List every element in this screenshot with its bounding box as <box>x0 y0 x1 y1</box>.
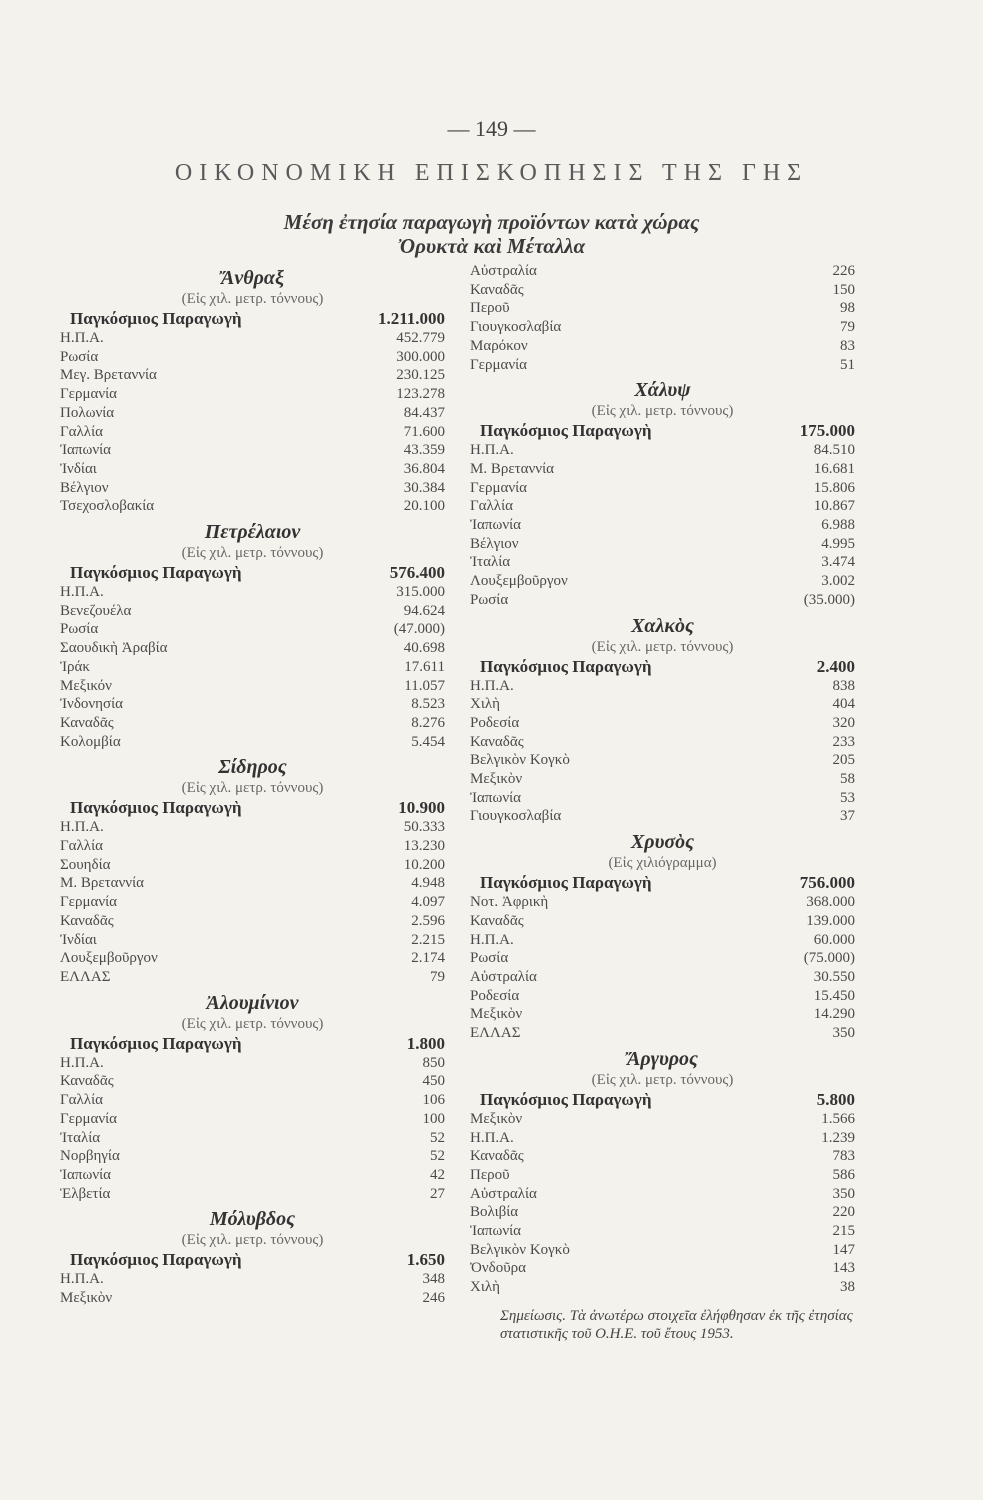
production-value: 38 <box>840 1279 855 1296</box>
country-row <box>470 337 855 356</box>
country-name: Ἰαπωνία <box>470 517 522 534</box>
country-row <box>470 968 855 987</box>
country-name: Η.Π.Α. <box>60 1054 104 1071</box>
country-row <box>470 262 855 281</box>
country-name: Καναδᾶς <box>60 1073 114 1090</box>
page-number: — 149 — <box>447 116 536 141</box>
left-column <box>60 262 445 1308</box>
country-row <box>60 874 445 893</box>
country-name: Η.Π.Α. <box>60 1271 104 1288</box>
country-name: Ροδεσία <box>470 987 520 1004</box>
world-production-row <box>60 1250 445 1270</box>
country-name: Ἰαπωνία <box>470 789 522 806</box>
country-name: Νορβηγία <box>60 1148 120 1165</box>
country-name: Ἰνδονησία <box>60 696 124 713</box>
country-name: Ἑλβετία <box>60 1185 111 1202</box>
production-value: 2.596 <box>411 912 445 929</box>
country-row <box>470 318 855 337</box>
country-name: Μεξικόν <box>60 677 112 694</box>
production-value: 16.681 <box>813 460 855 477</box>
country-row <box>470 460 855 479</box>
country-name: Γαλλία <box>470 498 513 515</box>
country-name: Η.Π.Α. <box>60 819 104 836</box>
production-value: 58 <box>840 771 855 788</box>
production-value: 13.230 <box>403 838 445 855</box>
country-row <box>60 497 445 516</box>
production-value: 84.437 <box>403 404 445 421</box>
country-row <box>470 733 855 752</box>
country-row <box>60 366 445 385</box>
country-row <box>60 856 445 875</box>
country-row <box>60 1054 445 1073</box>
country-row <box>60 479 445 498</box>
country-name: Ὀνδοῦρα <box>470 1260 526 1277</box>
production-value: 315.000 <box>396 584 445 601</box>
country-name: Καναδᾶς <box>470 912 524 929</box>
country-name: Βενεζουέλα <box>60 602 132 619</box>
production-value: 100 <box>422 1110 445 1127</box>
production-value: 783 <box>832 1148 855 1165</box>
country-name: Σουηδία <box>60 856 111 873</box>
country-row <box>470 677 855 696</box>
country-row <box>470 497 855 516</box>
unit-label: (Εἰς χιλιόγραμμα) <box>608 855 717 872</box>
country-name: Γιουγκοσλαβία <box>470 808 562 825</box>
production-value: 83 <box>840 337 855 354</box>
country-name: Μεγ. Βρεταννία <box>60 367 157 384</box>
country-row <box>60 677 445 696</box>
country-row <box>60 1072 445 1091</box>
country-row <box>60 460 445 479</box>
commodity-title: Μόλυβδος <box>209 1208 296 1231</box>
country-row <box>470 1203 855 1222</box>
production-value: 143 <box>832 1260 855 1277</box>
production-value: 850 <box>422 1054 445 1071</box>
country-name: Κολομβία <box>60 733 121 750</box>
production-value: 220 <box>832 1204 855 1221</box>
commodity-section <box>470 614 855 827</box>
country-name: Ἰνδίαι <box>60 931 97 948</box>
commodity-title: Χαλκὸς <box>631 614 694 637</box>
production-value: 71.600 <box>403 423 445 440</box>
world-production-label: Παγκόσμιος Παραγωγὴ <box>70 309 242 328</box>
world-production-label: Παγκόσμιος Παραγωγὴ <box>70 563 242 583</box>
world-production-row <box>60 798 445 818</box>
country-name: Βολιβία <box>470 1204 519 1221</box>
country-name: Μεξικὸν <box>470 771 523 788</box>
country-row <box>60 1110 445 1129</box>
production-value: 52 <box>430 1129 445 1146</box>
country-row <box>60 912 445 931</box>
production-value: 30.384 <box>403 479 445 496</box>
production-value: 106 <box>422 1092 445 1109</box>
country-row <box>470 281 855 300</box>
country-name: Ρωσία <box>470 950 509 967</box>
country-row <box>470 1278 855 1297</box>
country-name: Πολωνία <box>60 404 115 421</box>
world-production-label: Παγκόσμιος Παραγωγὴ <box>480 1089 652 1109</box>
world-production-row <box>470 421 855 441</box>
production-value: 98 <box>840 300 855 317</box>
world-production-label: Παγκόσμιος Παραγωγὴ <box>480 656 652 676</box>
unit-label: (Εἰς χιλ. μετρ. τόννους) <box>591 1071 734 1088</box>
production-value: 226 <box>832 263 855 279</box>
commodity-title: Ἀλουμίνιον <box>206 991 299 1014</box>
country-name: Ρωσία <box>60 621 99 638</box>
country-row <box>470 1166 855 1185</box>
unit-label: (Εἰς χιλ. μετρ. τόννους) <box>181 1015 324 1032</box>
right-column <box>470 262 855 1343</box>
production-value: 8.276 <box>411 714 445 731</box>
country-row <box>470 807 855 826</box>
world-production-row <box>470 1090 855 1110</box>
country-name: Μεξικὸν <box>470 1006 523 1023</box>
country-row <box>470 553 855 572</box>
country-row <box>60 602 445 621</box>
country-name: Βέλγιον <box>470 535 519 552</box>
production-value: (75.000) <box>803 950 855 967</box>
country-name: ΕΛΛΑΣ <box>470 1025 521 1042</box>
production-value: 452.779 <box>396 330 445 346</box>
production-value: 1.566 <box>821 1110 855 1127</box>
country-row <box>470 987 855 1006</box>
country-row <box>60 1091 445 1110</box>
production-value: 450 <box>422 1073 445 1090</box>
country-row <box>60 931 445 950</box>
production-value: 350 <box>832 1025 855 1042</box>
commodity-section <box>60 266 445 516</box>
country-name: Αὐστραλία <box>470 968 537 985</box>
country-name: Τσεχοσλοβακία <box>60 498 155 515</box>
country-name: Ἰράκ <box>60 658 90 675</box>
country-name: Γαλλία <box>60 838 103 855</box>
world-production-value: 576.400 <box>389 563 445 583</box>
country-row <box>470 535 855 554</box>
country-row <box>60 1185 445 1204</box>
production-value: 4.995 <box>821 535 855 552</box>
country-row <box>60 949 445 968</box>
country-name: Ἰταλία <box>60 1129 101 1146</box>
country-name: Σαουδικὴ Ἀραβία <box>60 640 168 657</box>
commodity-title: Χρυσὸς <box>630 831 695 854</box>
country-name: Βελγικὸν Κογκὸ <box>470 752 570 769</box>
production-value: 84.510 <box>813 442 855 459</box>
country-name: Ἰνδίαι <box>60 460 97 477</box>
commodity-title: Σίδηρος <box>218 756 287 779</box>
country-row <box>60 837 445 856</box>
country-name: Μ. Βρεταννία <box>60 875 144 892</box>
production-value: 2.174 <box>411 950 445 967</box>
country-name: Περοῦ <box>470 1166 510 1183</box>
country-name: Αὐστραλία <box>470 263 537 279</box>
commodity-section <box>60 991 445 1204</box>
country-name: Μεξικὸν <box>60 1290 113 1307</box>
production-value: 350 <box>832 1185 855 1202</box>
world-production-value: 5.800 <box>816 1089 855 1109</box>
unit-label: (Εἰς χιλ. μετρ. τόννους) <box>181 291 324 307</box>
country-row <box>60 658 445 677</box>
page-subtitle-minerals: Ὀρυκτὰ καὶ Μέταλλα <box>397 234 586 258</box>
country-row <box>470 949 855 968</box>
country-name: Λουξεμβοῦργον <box>470 573 568 590</box>
page-subtitle: Μέση ἐτησία παραγωγὴ προϊόντων κατὰ χώρας <box>283 210 700 234</box>
country-name: Γαλλία <box>60 1092 103 1109</box>
country-name: Νοτ. Ἀφρικὴ <box>470 894 549 911</box>
country-row <box>470 1005 855 1024</box>
production-value: 15.450 <box>813 987 855 1004</box>
world-production-value: 1.650 <box>406 1250 445 1270</box>
country-row <box>470 1129 855 1148</box>
country-row <box>60 620 445 639</box>
world-production-value: 10.900 <box>398 798 445 818</box>
country-name: Καναδᾶς <box>470 281 524 298</box>
production-value: 27 <box>430 1185 445 1202</box>
country-row <box>470 1222 855 1241</box>
country-name: Λουξεμβοῦργον <box>60 950 158 967</box>
lead-continuation-list <box>470 262 855 374</box>
production-value: 4.097 <box>411 894 445 911</box>
country-row <box>470 789 855 808</box>
unit-label: (Εἰς χιλ. μετρ. τόννους) <box>181 545 324 562</box>
country-name: Καναδᾶς <box>470 1148 524 1165</box>
country-name: Ρωσία <box>60 348 99 365</box>
country-name: Ἰταλία <box>470 554 511 571</box>
commodity-section <box>60 520 445 751</box>
country-name: Γερμανία <box>60 894 118 911</box>
country-name: Καναδᾶς <box>470 733 524 750</box>
commodity-section <box>60 1207 445 1307</box>
production-value: 150 <box>832 281 855 298</box>
country-name: Ἰαπωνία <box>470 1223 522 1240</box>
commodity-section <box>470 830 855 1043</box>
country-row <box>470 299 855 318</box>
country-row <box>470 1024 855 1043</box>
country-name: Μ. Βρεταννία <box>470 460 554 477</box>
production-value: 40.698 <box>403 640 445 657</box>
country-row <box>60 583 445 602</box>
country-row <box>470 356 855 375</box>
production-value: 42 <box>430 1166 445 1183</box>
production-value: 4.948 <box>411 875 445 892</box>
country-row <box>60 404 445 423</box>
commodity-section <box>470 378 855 609</box>
country-name: Καναδᾶς <box>60 912 114 929</box>
production-value: 30.550 <box>813 968 855 985</box>
country-row <box>470 893 855 912</box>
world-production-value: 2.400 <box>816 656 855 676</box>
country-row <box>60 733 445 752</box>
country-row <box>60 1289 445 1308</box>
production-value: 14.290 <box>813 1006 855 1023</box>
country-name: Η.Π.Α. <box>470 1129 514 1146</box>
country-row <box>470 695 855 714</box>
country-row <box>470 931 855 950</box>
unit-label: (Εἰς χιλ. μετρ. τόννους) <box>591 638 734 655</box>
country-name: Ἰαπωνία <box>60 442 112 459</box>
production-value: 20.100 <box>403 498 445 515</box>
world-production-value: 756.000 <box>799 873 855 893</box>
country-row <box>470 591 855 610</box>
country-name: Μεξικὸν <box>470 1110 523 1127</box>
production-value: 368.000 <box>806 894 855 911</box>
country-row <box>470 1241 855 1260</box>
production-value: 36.804 <box>403 460 445 477</box>
production-value: 2.215 <box>411 931 445 948</box>
commodity-title: Πετρέλαιον <box>204 521 301 544</box>
country-row <box>60 329 445 348</box>
production-value: 43.359 <box>403 442 445 459</box>
production-value: 320 <box>832 714 855 731</box>
unit-label: (Εἰς χιλ. μετρ. τόννους) <box>181 780 324 797</box>
country-row <box>60 695 445 714</box>
country-row <box>60 1270 445 1289</box>
production-value: 586 <box>832 1166 855 1183</box>
production-value: 838 <box>832 677 855 694</box>
country-row <box>60 441 445 460</box>
world-production-label: Παγκόσμιος Παραγωγὴ <box>70 798 242 818</box>
country-row <box>60 1129 445 1148</box>
production-value: 1.239 <box>821 1129 855 1146</box>
country-row <box>60 639 445 658</box>
country-name: Γερμανία <box>470 356 528 373</box>
country-row <box>60 1166 445 1185</box>
country-row <box>470 1185 855 1204</box>
world-production-label: Παγκόσμιος Παραγωγὴ <box>480 421 652 441</box>
world-production-row <box>470 657 855 677</box>
country-row <box>470 1147 855 1166</box>
production-value: 215 <box>832 1223 855 1240</box>
world-production-value: 1.800 <box>406 1033 445 1053</box>
production-value: 348 <box>422 1271 445 1288</box>
country-name: Η.Π.Α. <box>60 330 104 346</box>
country-row <box>60 423 445 442</box>
country-name: Καναδᾶς <box>60 714 114 731</box>
country-row <box>60 348 445 367</box>
production-value: 123.278 <box>396 386 445 403</box>
world-production-row <box>60 309 445 329</box>
country-name: ΕΛΛΑΣ <box>60 968 111 985</box>
country-name: Η.Π.Α. <box>470 677 514 694</box>
country-row <box>470 572 855 591</box>
production-value: 5.454 <box>411 733 445 750</box>
production-value: 8.523 <box>411 696 445 713</box>
country-name: Ἰαπωνία <box>60 1166 112 1183</box>
production-value: 205 <box>832 752 855 769</box>
country-row <box>470 1110 855 1129</box>
world-production-label: Παγκόσμιος Παραγωγὴ <box>480 873 652 893</box>
production-value: 147 <box>832 1241 855 1258</box>
country-name: Χιλὴ <box>470 696 500 713</box>
country-name: Η.Π.Α. <box>60 584 104 601</box>
unit-label: (Εἰς χιλ. μετρ. τόννους) <box>181 1232 324 1249</box>
country-row <box>60 968 445 987</box>
country-name: Μαρόκον <box>470 337 528 354</box>
country-row <box>60 385 445 404</box>
country-row <box>470 516 855 535</box>
production-value: 60.000 <box>813 931 855 948</box>
commodity-title: Ἄργυρος <box>627 1047 698 1070</box>
production-value: 52 <box>430 1148 445 1165</box>
commodity-section <box>60 755 445 986</box>
country-name: Γερμανία <box>60 1110 118 1127</box>
production-value: 53 <box>840 789 855 806</box>
country-row <box>470 479 855 498</box>
production-value: 233 <box>832 733 855 750</box>
country-row <box>470 770 855 789</box>
country-row <box>470 441 855 460</box>
country-name: Η.Π.Α. <box>470 931 514 948</box>
country-row <box>60 1147 445 1166</box>
country-name: Αὐστραλία <box>470 1185 537 1202</box>
country-name: Γιουγκοσλαβία <box>470 319 562 336</box>
production-value: 94.624 <box>403 602 445 619</box>
country-name: Η.Π.Α. <box>470 442 514 459</box>
unit-label: (Εἰς χιλ. μετρ. τόννους) <box>591 403 734 420</box>
production-value: 79 <box>840 319 855 336</box>
country-row <box>60 818 445 837</box>
production-value: (47.000) <box>393 621 445 638</box>
production-value: 300.000 <box>396 348 445 365</box>
country-name: Γαλλία <box>60 423 103 440</box>
world-production-value: 175.000 <box>799 421 855 441</box>
country-row <box>470 751 855 770</box>
world-production-row <box>60 1034 445 1054</box>
country-row <box>60 893 445 912</box>
footnote: Σημείωσις. Τὰ ἀνωτέρω στοιχεῖα ἐλήφθησαν ἐκ τῆς ἐτησίας στατιστικῆς τοῦ Ο.Η.Ε. τοῦ ἔτους 1953. <box>500 1307 853 1342</box>
production-value: 6.988 <box>821 517 855 534</box>
country-name: Γερμανία <box>470 479 528 496</box>
country-row <box>470 912 855 931</box>
commodity-title: Ἄνθραξ <box>221 267 284 289</box>
production-value: 10.200 <box>403 856 445 873</box>
country-name: Βελγικὸν Κογκὸ <box>470 1241 570 1258</box>
country-name: Βέλγιον <box>60 479 109 496</box>
country-name: Ροδεσία <box>470 714 520 731</box>
production-value: 11.057 <box>404 677 445 694</box>
production-value: 139.000 <box>806 912 855 929</box>
production-value: 17.611 <box>404 658 445 675</box>
production-value: 404 <box>832 696 855 713</box>
commodity-title: Χάλυψ <box>634 379 691 402</box>
country-name: Γερμανία <box>60 386 118 403</box>
country-name: Περοῦ <box>470 300 510 317</box>
country-row <box>470 714 855 733</box>
production-value: (35.000) <box>803 591 855 608</box>
world-production-row <box>60 563 445 583</box>
production-value: 230.125 <box>396 367 445 384</box>
production-value: 3.474 <box>821 554 855 571</box>
world-production-label: Παγκόσμιος Παραγωγὴ <box>70 1250 242 1270</box>
production-value: 10.867 <box>813 498 855 515</box>
country-row <box>60 714 445 733</box>
production-value: 3.002 <box>821 573 855 590</box>
production-value: 15.806 <box>813 479 855 496</box>
production-value: 50.333 <box>403 819 445 836</box>
production-value: 51 <box>840 356 855 373</box>
country-name: Χιλὴ <box>470 1279 500 1296</box>
country-row <box>470 1259 855 1278</box>
world-production-value: 1.211.000 <box>377 309 445 328</box>
page-title: ΟΙΚΟΝΟΜΙΚΗ ΕΠΙΣΚΟΠΗΣΙΣ ΤΗΣ ΓΗΣ <box>174 160 809 186</box>
production-value: 79 <box>430 968 445 985</box>
world-production-row <box>470 873 855 893</box>
commodity-section <box>470 1047 855 1297</box>
production-value: 246 <box>422 1290 445 1307</box>
production-value: 37 <box>840 808 855 825</box>
country-name: Ρωσία <box>470 591 509 608</box>
world-production-label: Παγκόσμιος Παραγωγὴ <box>70 1033 242 1053</box>
